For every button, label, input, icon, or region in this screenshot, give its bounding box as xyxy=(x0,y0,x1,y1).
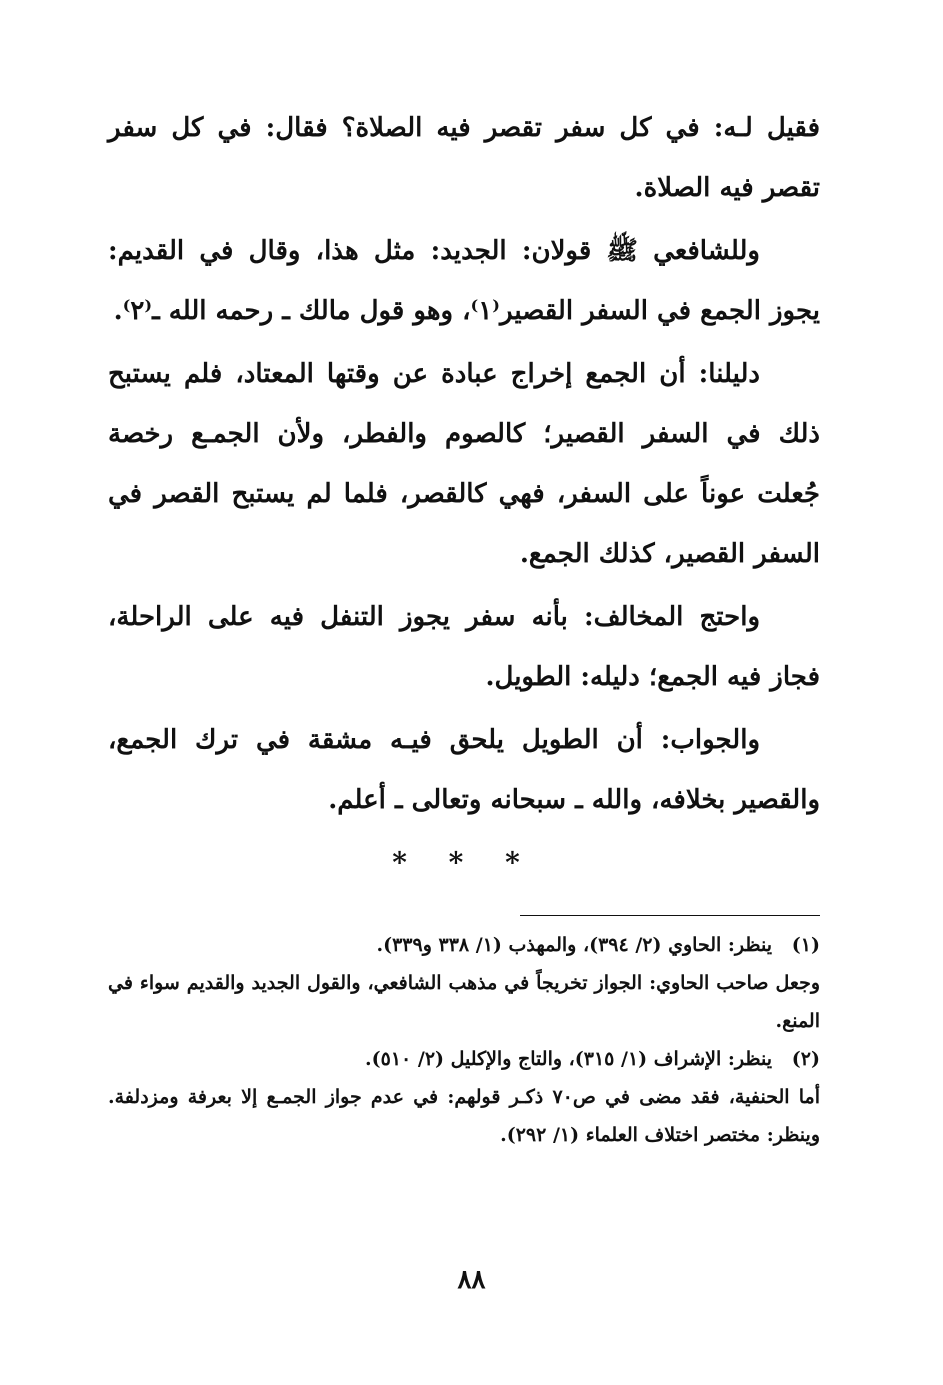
section-separator: * * * xyxy=(392,846,536,879)
footnote-2 xyxy=(108,1040,820,1078)
footnote-1 xyxy=(108,926,820,964)
page-body xyxy=(108,98,820,1154)
paragraph-shafii-opinions: وللشافعي ﷺ قولان: الجديد: مثل هذا، وقال في القديم: يجوز الجمع في السفر القصير⁽١⁾، وهو قول مالك ـ رحمه الله ـ⁽٢⁾. xyxy=(108,236,820,326)
footnote-2-marker: (٢) xyxy=(791,1048,820,1070)
footnote-1-text: ينظر: الحاوي (٢/ ٣٩٤)، والمهذب (١/ ٣٣٨ و٣٣٩). xyxy=(376,934,772,956)
paragraph-evidence: دليلنا: أن الجمع إخراج عبادة عن وقتها المعتاد، فلم يستبح ذلك في السفر القصير؛ كالصوم والفطر، ولأن الجمـع رخصة جُعلت عوناً على السفر، فهي كالقصر، فلما لم يستبح القصر في السفر القصير، كذلك الجمع. xyxy=(108,359,820,569)
footnote-1-continuation: وجعل صاحب الحاوي: الجواز تخريجاً في مذهب الشافعي، والقول الجديد والقديم سواء في المنع. xyxy=(108,972,820,1032)
page-number: ٨٨ xyxy=(457,1265,486,1295)
footnote-2-continuation: أما الحنفية، فقد مضى في ص٧٠ ذكـر قولهم: في عدم جواز الجمـع إلا بعرفة ومزدلفة. وينظر: مختصر اختلاف العلماء (١/ ٢٩٢). xyxy=(108,1086,820,1146)
paragraph-answer: والجواب: أن الطويل يلحق فيـه مشقة في ترك الجمع، والقصير بخلافه، والله ـ سبحانه وتعالى ـ أعلم. xyxy=(108,725,820,815)
footnote-1-marker: (١) xyxy=(791,934,820,956)
paragraph-question: فقيل لـه: في كل سفر تقصر فيه الصلاة؟ فقال: في كل سفر تقصر فيه الصلاة. xyxy=(108,113,820,203)
footnote-rule xyxy=(520,915,820,916)
footnote-2-text: ينظر: الإشراف (١/ ٣١٥)، والتاج والإكليل (٢/ ٥١٠). xyxy=(365,1048,772,1070)
footnotes xyxy=(108,926,820,1154)
paragraph-opponent-argument: واحتج المخالف: بأنه سفر يجوز التنفل فيه على الراحلة، فجاز فيه الجمع؛ دليله: الطويل. xyxy=(108,602,820,692)
main-text xyxy=(108,98,820,830)
